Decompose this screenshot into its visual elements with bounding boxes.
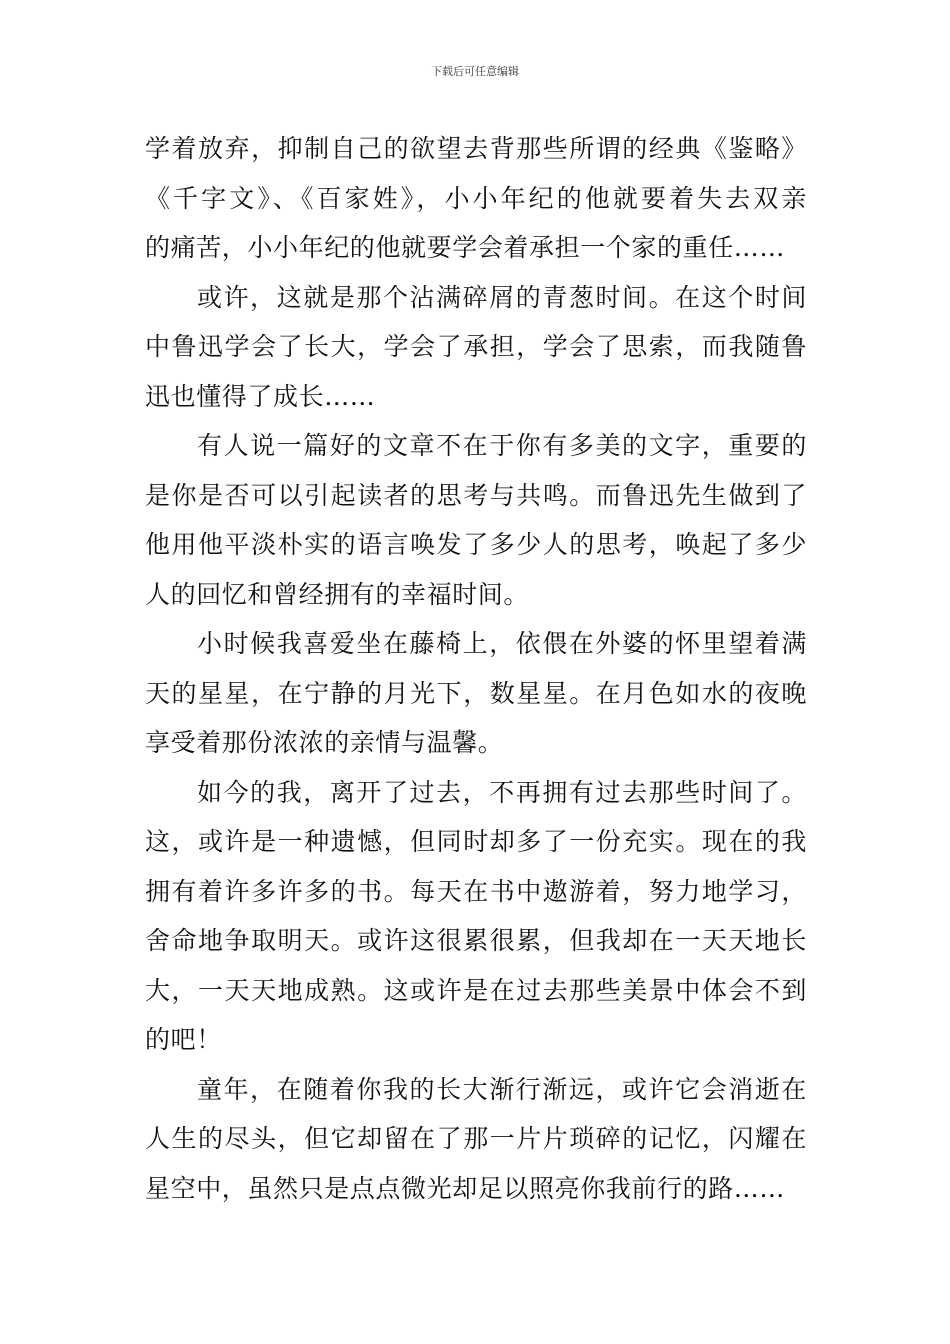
text-line: 如今的我，离开了过去，不再拥有过去那些时间了。	[197, 777, 807, 807]
text-line: 迅也懂得了成长……	[145, 381, 376, 411]
text-line: 小时候我喜爱坐在藤椅上，依偎在外婆的怀里望着满	[197, 629, 807, 658]
text-line: 的痛苦，小小年纪的他就要学会着承担一个家的重任……	[145, 233, 786, 262]
text-line: 或许，这就是那个沾满碎屑的青葱时间。在这个时间	[197, 282, 807, 312]
text-line: 星空中，虽然只是点点微光却足以照亮你我前行的路……	[145, 1173, 786, 1203]
text-line: 有人说一篇好的文章不在于你有多美的文字，重要的	[197, 431, 807, 460]
text-line: 中鲁迅学会了长大，学会了承担，学会了思索，而我随鲁	[145, 332, 807, 361]
text-line: 他用他平淡朴实的语言唤发了多少人的思考，唤起了多少	[145, 530, 807, 559]
text-line: 人生的尽头，但它却留在了那一片片琐碎的记忆，闪耀在	[145, 1124, 807, 1153]
text-line: 学着放弃，抑制自己的欲望去背那些所谓的经典《鉴略》	[145, 134, 807, 163]
page-header: 下载后可任意编辑	[431, 65, 519, 78]
paragraph	[145, 124, 807, 273]
document-body	[145, 124, 807, 1213]
text-line: 大，一天天地成熟。这或许是在过去那些美景中体会不到	[145, 975, 807, 1005]
text-line: 的吧！	[145, 1025, 222, 1054]
text-line: 是你是否可以引起读者的思考与共鸣。而鲁迅先生做到了	[145, 480, 807, 510]
paragraph	[145, 1065, 807, 1214]
paragraph	[145, 768, 807, 1065]
text-line: 舍命地争取明天。或许这很累很累，但我却在一天天地长	[145, 926, 807, 955]
text-line: 享受着那份浓浓的亲情与温馨。	[145, 728, 504, 757]
text-line: 拥有着许多许多的书。每天在书中遨游着，努力地学习，	[145, 876, 807, 906]
text-line: 人的回忆和曾经拥有的幸福时间。	[145, 579, 530, 609]
text-line: 天的星星，在宁静的月光下，数星星。在月色如水的夜晚	[145, 678, 807, 708]
text-line: 《千字文》、《百家姓》，小小年纪的他就要着失去双亲	[145, 183, 807, 213]
text-line: 这，或许是一种遗憾，但同时却多了一份充实。现在的我	[145, 827, 807, 856]
paragraph	[145, 273, 807, 422]
text-line: 童年，在随着你我的长大渐行渐远，或许它会消逝在	[197, 1074, 807, 1104]
paragraph	[145, 619, 807, 768]
paragraph	[145, 421, 807, 619]
